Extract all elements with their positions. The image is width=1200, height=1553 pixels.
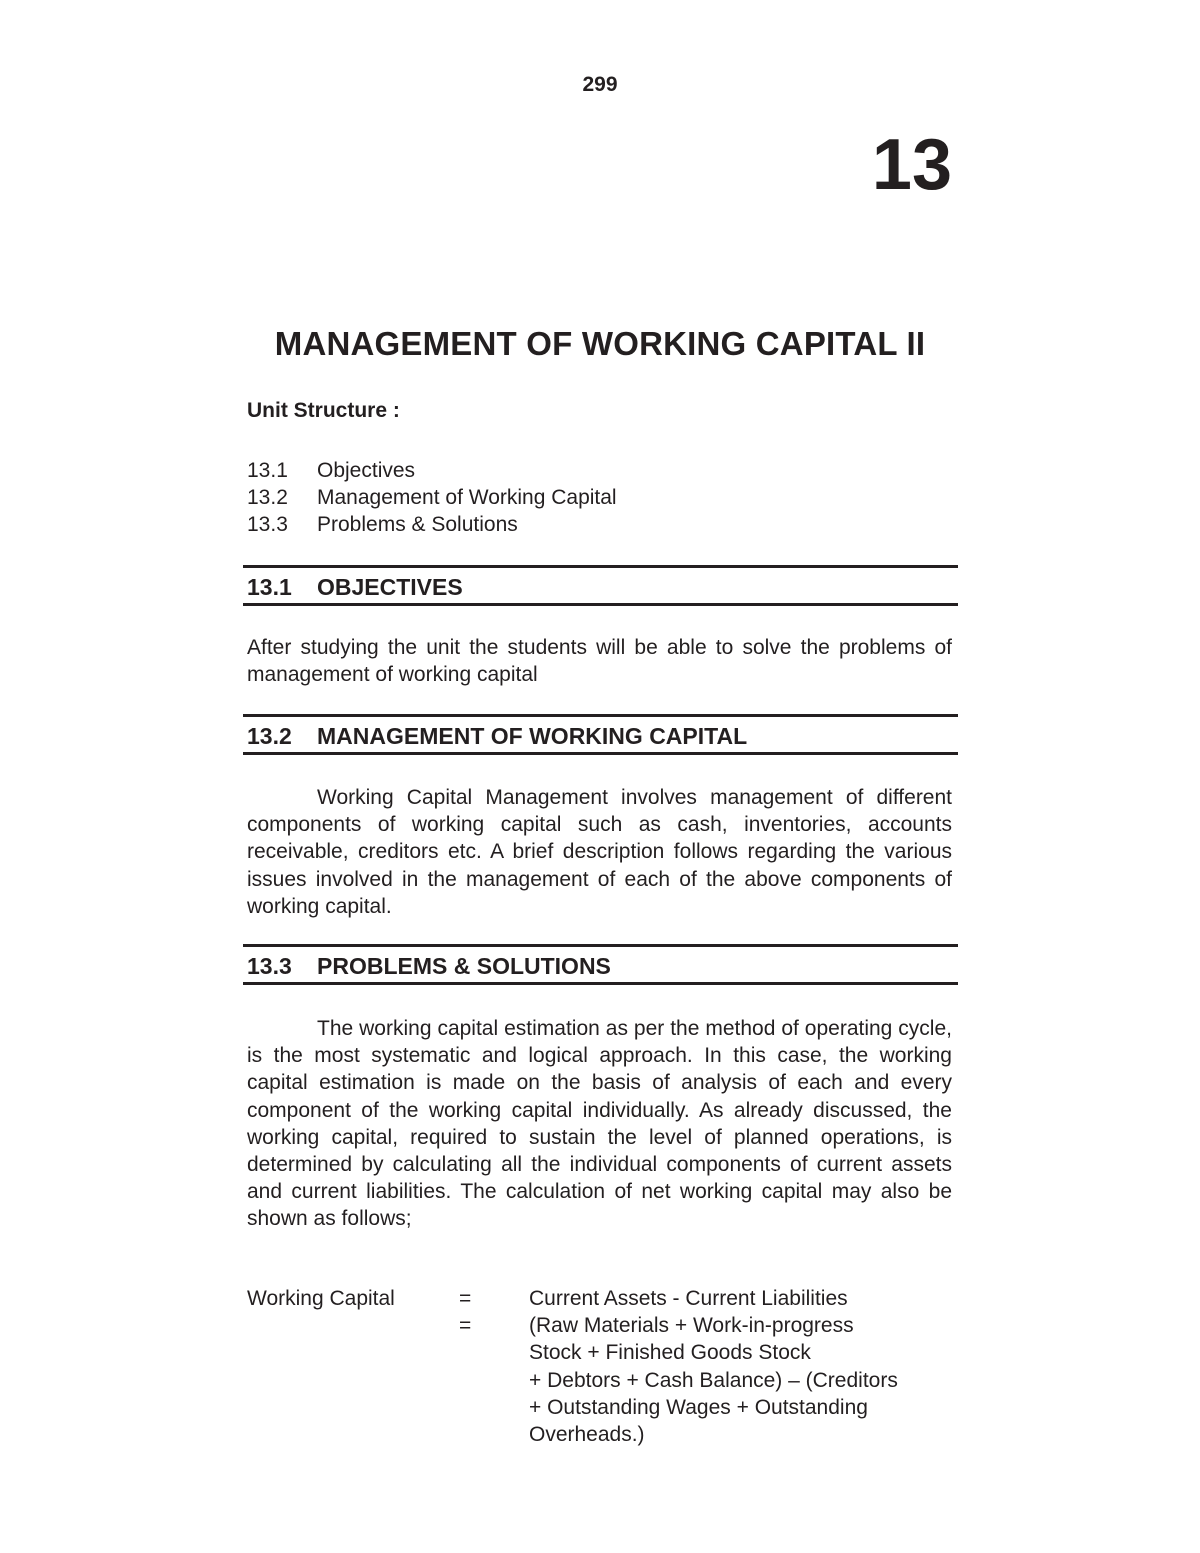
page-number: 299	[582, 73, 618, 96]
equation-rhs-line: + Debtors + Cash Balance) – (Creditors	[529, 1368, 898, 1392]
equation-rhs-line: Current Assets - Current Liabilities	[529, 1287, 848, 1310]
section-number: 13.1	[247, 574, 292, 600]
section-heading-objectives	[243, 565, 958, 606]
section-heading-problems	[243, 944, 958, 985]
equals-sign: =	[459, 1314, 472, 1337]
toc-item-number: 13.1	[247, 459, 288, 482]
section-number: 13.2	[247, 723, 292, 749]
toc-item-label: Management of Working Capital	[317, 486, 617, 509]
equation-lhs: Working Capital	[247, 1287, 395, 1310]
toc-item	[247, 484, 617, 511]
equals-sign: =	[459, 1287, 472, 1310]
chapter-title: MANAGEMENT OF WORKING CAPITAL II	[274, 325, 926, 362]
toc-item	[247, 511, 617, 538]
toc-item	[247, 457, 617, 484]
chapter-number: 13	[871, 125, 952, 205]
equation-rhs-line: + Outstanding Wages + Outstanding	[529, 1395, 868, 1419]
section-number: 13.3	[247, 953, 292, 979]
section-title: PROBLEMS & SOLUTIONS	[317, 953, 611, 979]
toc-item-label: Objectives	[317, 459, 416, 482]
toc-item-label: Problems & Solutions	[317, 513, 518, 536]
equation-rhs-line: (Raw Materials + Work-in-progress	[529, 1314, 854, 1337]
problems-paragraph: The working capital estimation as per the method of operating cycle, is the most systematic and logical approach. In this case, the working capital estimation is made on the basis of analysis of each and every component of the working capital individually. As already discussed, the working capital, required to sustain the level of planned operations, is determined by calculating all the individual components of current assets and current liabilities. The calculation of net working capital may also be shown as follows;	[247, 1017, 952, 1231]
equation-rhs-line: Overheads.)	[529, 1423, 645, 1447]
section-title: OBJECTIVES	[317, 574, 463, 600]
objectives-paragraph: After studying the unit the students will be able to solve the problems of management of working capital	[247, 636, 952, 687]
equation-rhs-line: Stock + Finished Goods Stock	[529, 1341, 811, 1365]
section-title: MANAGEMENT OF WORKING CAPITAL	[317, 723, 748, 749]
toc-item-number: 13.3	[247, 513, 288, 536]
unit-structure-heading: Unit Structure :	[247, 399, 400, 422]
unit-structure-list	[247, 457, 617, 538]
management-paragraph: Working Capital Management involves management of different components of working capital such as cash, inventories, accounts receivable, creditors etc. A brief description follows regarding the various issues involved in the management of each of the above components of working capital.	[247, 786, 952, 918]
section-heading-management	[243, 714, 958, 755]
toc-item-number: 13.2	[247, 486, 288, 509]
